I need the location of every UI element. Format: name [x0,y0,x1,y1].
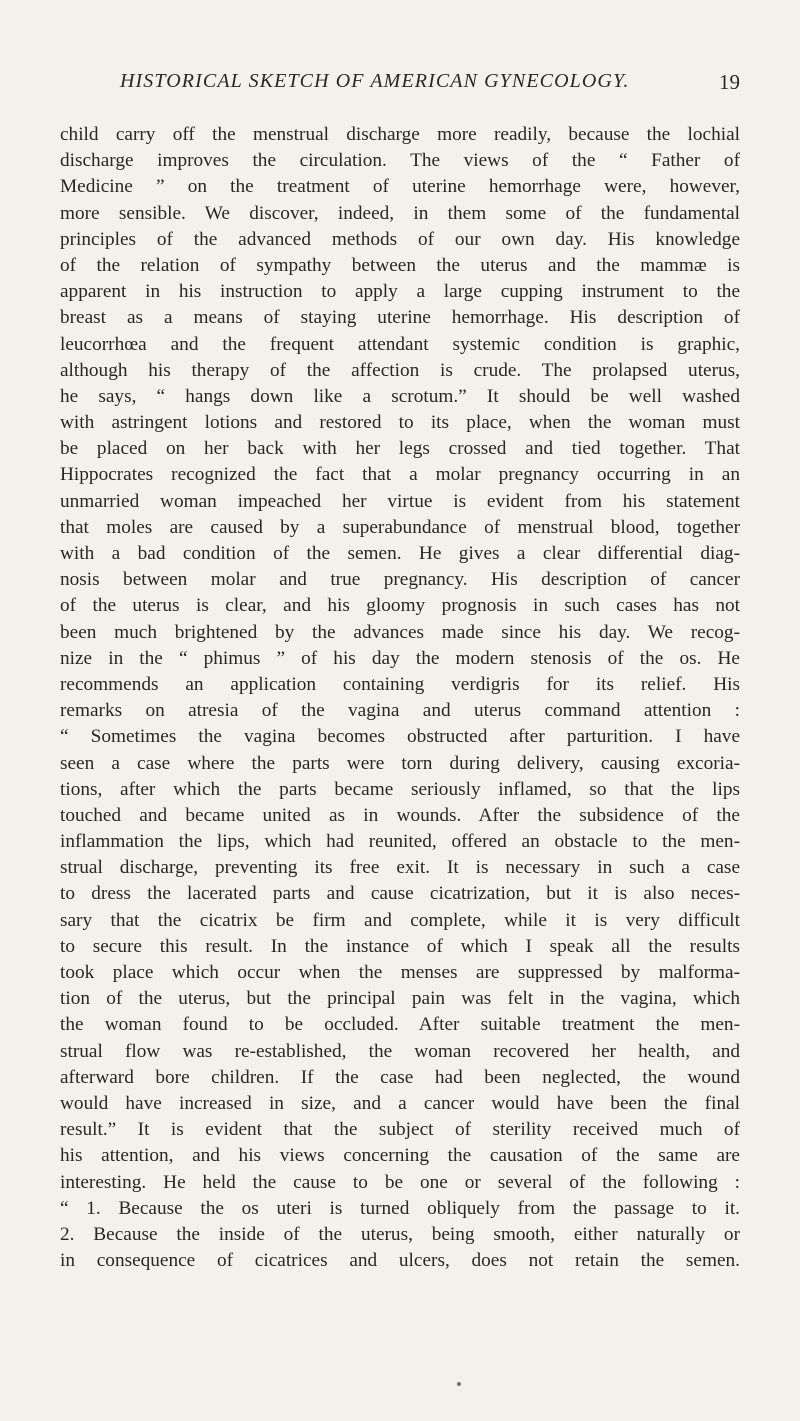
text-line: “ 1. Because the os uteri is turned obliquely from the passage to it. [60,1197,740,1219]
text-line: strual discharge, preventing its free exit. It is necessary in such a case [60,857,740,879]
text-line: with astringent lotions and restored to its place, when the woman must [60,412,740,434]
text-line: would have increased in size, and a cancer would have been the final [60,1092,740,1114]
text-line: although his therapy of the affection is crude. The prolapsed uterus, [60,359,740,381]
text-line: tions, after which the parts became seriously inflamed, so that the lips [60,778,740,800]
text-line: remarks on atresia of the vagina and uterus command attention : [60,700,740,722]
text-line: “ Sometimes the vagina becomes obstructed after parturition. I have [60,726,740,748]
running-head [120,70,740,104]
text-line: seen a case where the parts were torn during delivery, causing excoria- [60,752,740,774]
page-number: 19 [719,70,740,94]
text-line: to dress the lacerated parts and cause cicatrization, but it is also neces- [60,883,740,905]
text-line: child carry off the menstrual discharge more readily, because the lochial [60,124,740,145]
text-line: Hippocrates recognized the fact that a molar pregnancy occurring in an [60,464,740,486]
running-head-title: HISTORICAL SKETCH OF AMERICAN GYNECOLOGY. [120,70,630,92]
text-line: in consequence of cicatrices and ulcers, does not retain the semen. [60,1250,740,1272]
text-line: Medicine ” on the treatment of uterine hemorrhage were, however, [60,176,740,198]
text-line: inflammation the lips, which had reunited, offered an obstacle to the men- [60,831,740,853]
text-line: with a bad condition of the semen. He gives a clear differential diag- [60,543,740,564]
text-line: the woman found to be occluded. After suitable treatment the men- [60,1014,740,1036]
text-line: result.” It is evident that the subject of sterility received much of [60,1119,740,1141]
text-line: touched and became united as in wounds. After the subsidence of the [60,804,740,826]
text-line: of the uterus is clear, and his gloomy prognosis in such cases has not [60,595,740,617]
text-line: been much brightened by the advances made since his day. We recog- [60,621,740,643]
text-line: afterward bore children. If the case had been neglected, the wound [60,1066,740,1088]
text-line: nize in the “ phimus ” of his day the modern stenosis of the os. He [60,647,740,669]
ink-speck [457,1382,461,1386]
text-line: recommends an application containing verdigris for its relief. His [60,673,740,695]
body-paragraph [60,122,740,1274]
text-line: breast as a means of staying uterine hemorrhage. His description of [60,307,740,329]
text-line: his attention, and his views concerning the causation of the same are [60,1145,740,1167]
text-line: discharge improves the circulation. The views of the “ Father of [60,150,740,172]
text-line: took place which occur when the menses are suppressed by malforma- [60,962,740,983]
text-line: 2. Because the inside of the uterus, being smooth, either naturally or [60,1223,740,1245]
text-line: strual flow was re-established, the woman recovered her health, and [60,1040,740,1062]
text-line: be placed on her back with her legs crossed and tied together. That [60,438,740,460]
text-line: that moles are caused by a superabundance of menstrual blood, together [60,516,740,538]
text-line: interesting. He held the cause to be one or several of the following : [60,1171,740,1193]
text-line: more sensible. We discover, indeed, in them some of the fundamental [60,202,740,224]
text-line: of the relation of sympathy between the uterus and the mammæ is [60,254,740,276]
text-line: sary that the cicatrix be firm and complete, while it is very difficult [60,909,740,931]
text-line: principles of the advanced methods of our own day. His knowledge [60,228,740,250]
text-line: apparent in his instruction to apply a large cupping instrument to the [60,281,740,303]
text-line: leucorrhœa and the frequent attendant systemic condition is graphic, [60,333,740,355]
text-line: he says, “ hangs down like a scrotum.” It should be well washed [60,385,740,407]
text-line: tion of the uterus, but the principal pain was felt in the vagina, which [60,988,740,1010]
text-line: nosis between molar and true pregnancy. His description of cancer [60,569,740,591]
text-line: unmarried woman impeached her virtue is evident from his statement [60,490,740,512]
text-line: to secure this result. In the instance of which I speak all the results [60,935,740,957]
